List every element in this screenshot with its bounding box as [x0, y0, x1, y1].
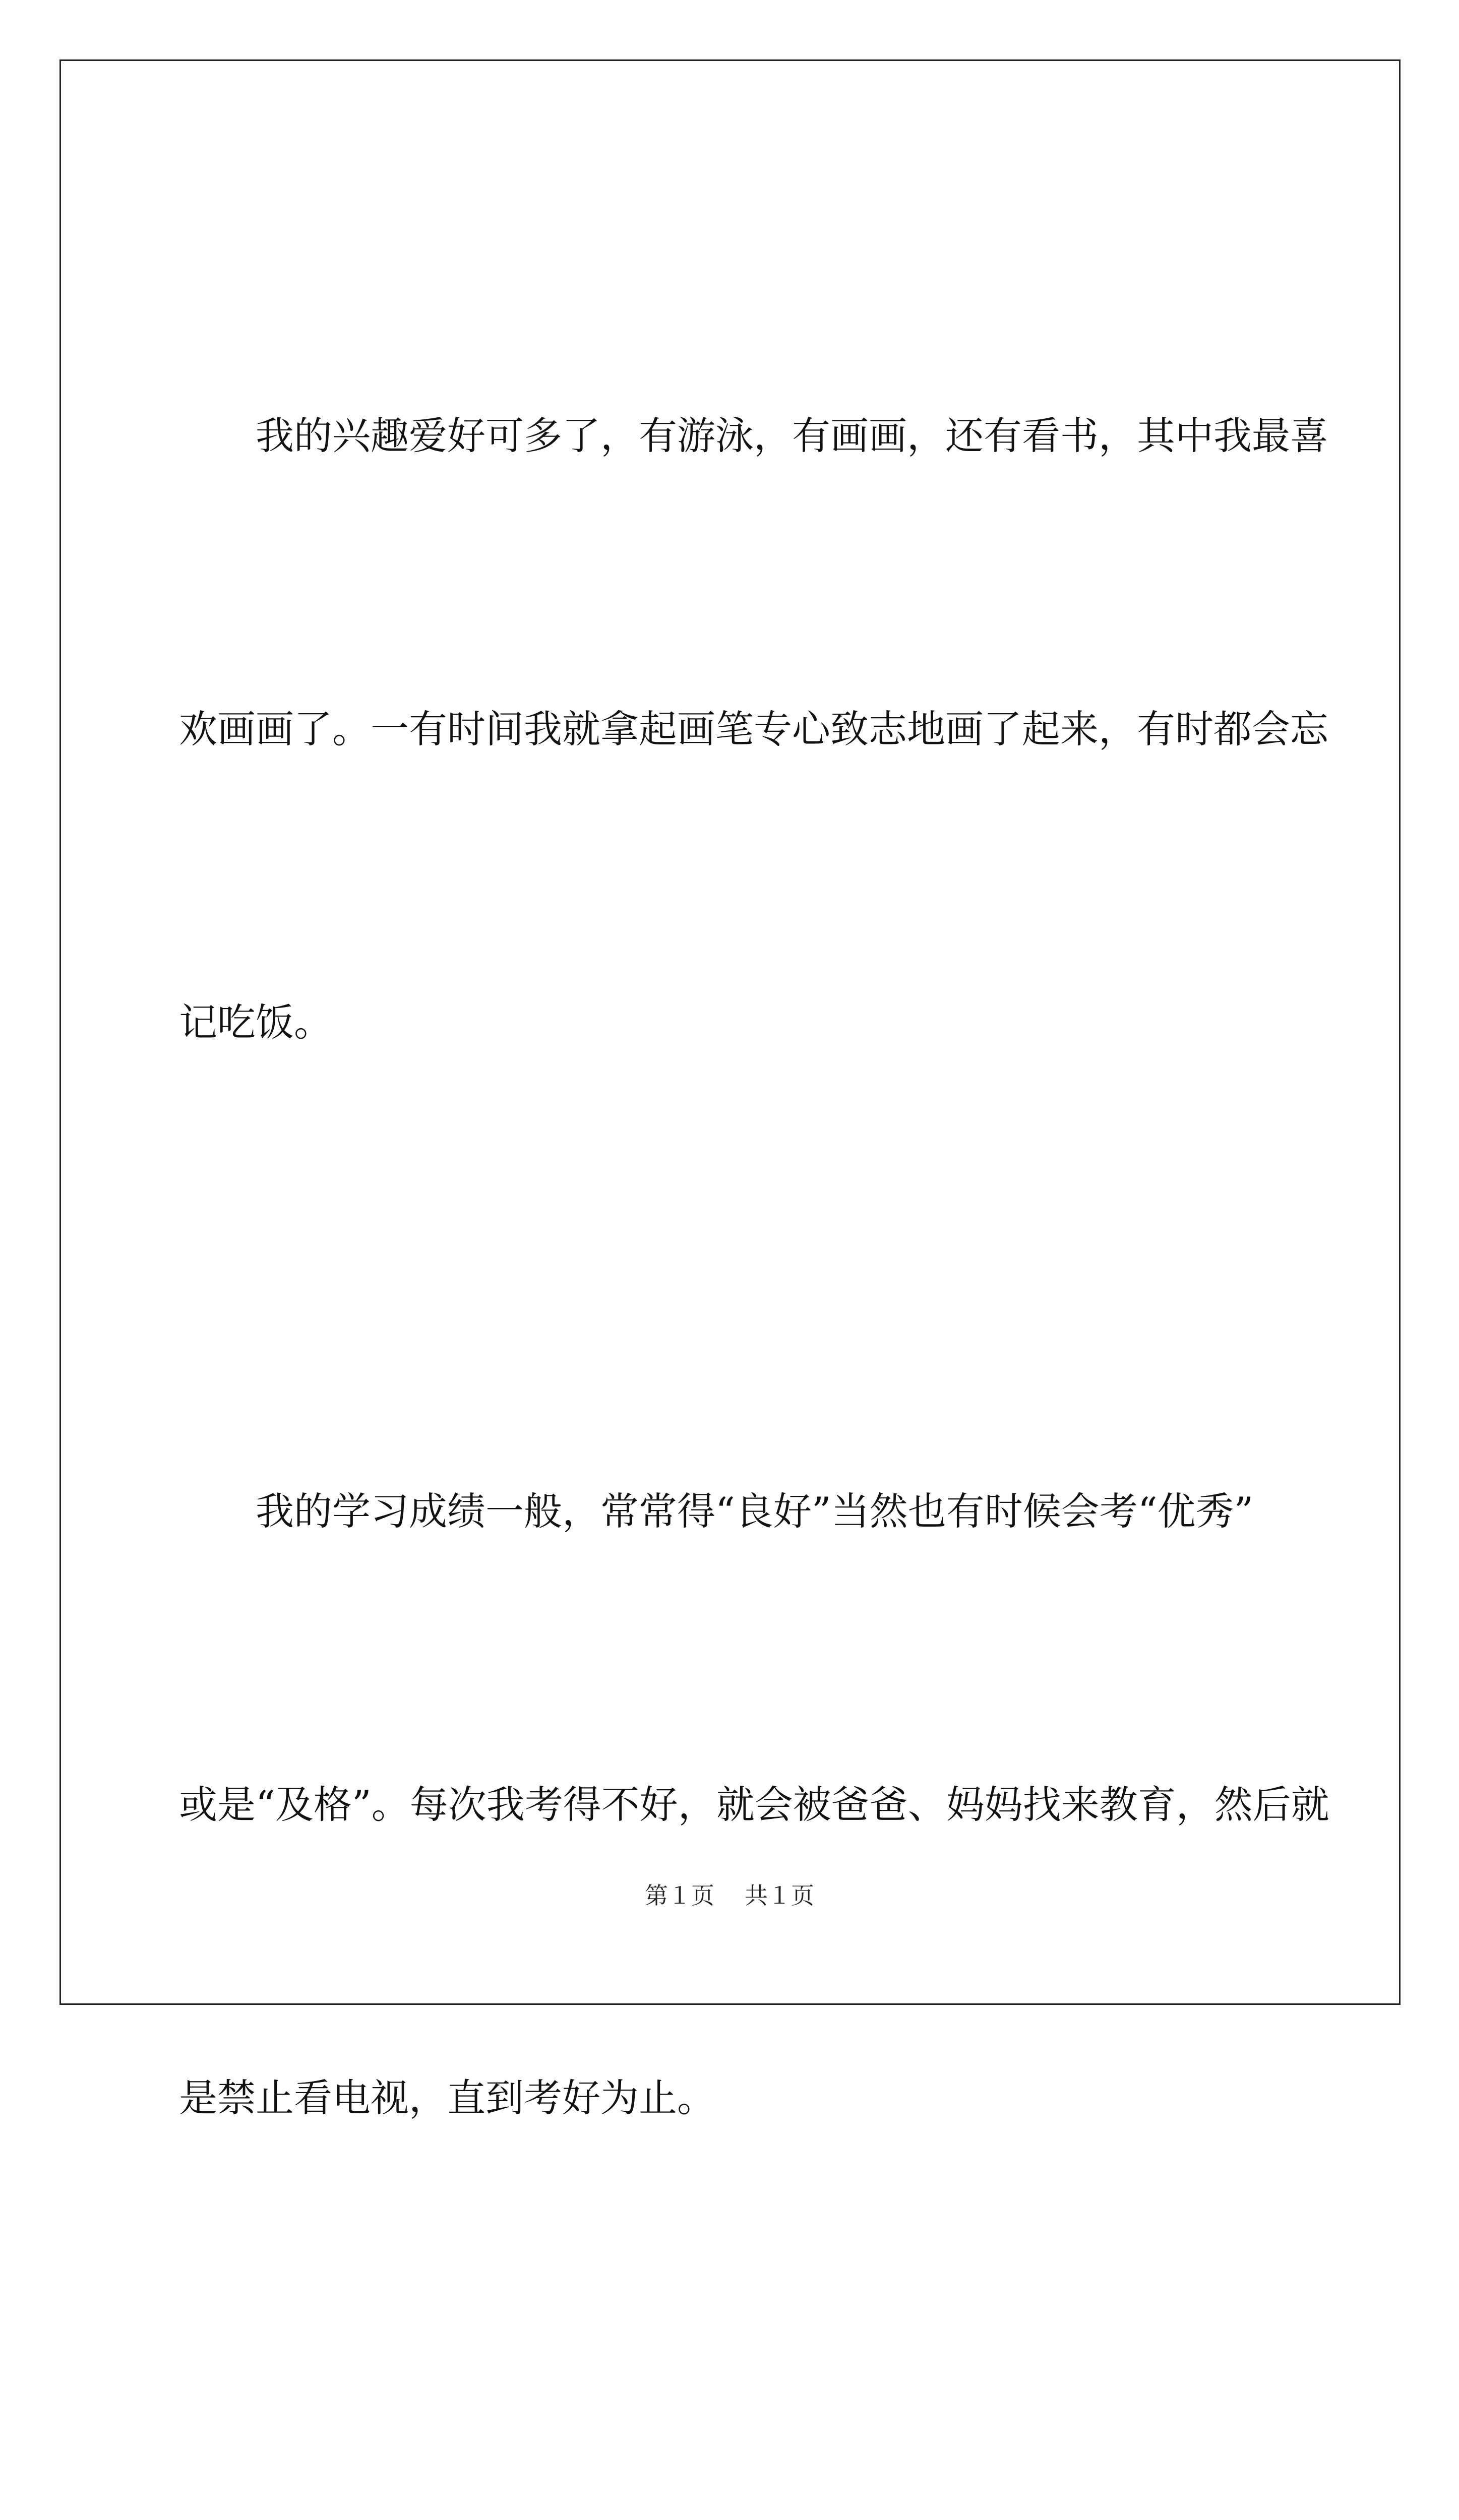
text-line: 是禁止看电视，直到考好为止。 — [179, 2075, 715, 2120]
text-line: 我的学习成绩一般，常常得“良好”当然也有时候会考“优秀” — [256, 1489, 1254, 1534]
paragraph-grades — [179, 1267, 1329, 2343]
document-body — [179, 192, 1329, 2520]
paragraph-strengths — [179, 2343, 1288, 2520]
text-line: 或是“及格”。每次我考得不好，就会被爸爸、妈妈找来教育，然后就 — [179, 1782, 1329, 1827]
page-number-current: 第１页 — [645, 1882, 714, 1909]
text-line: 我的兴趣爱好可多了，有游泳，有画画，还有看书，其中我最喜 — [256, 413, 1328, 458]
text-line: 欢画画了。一有时间我就拿起画笔专心致志地画了起来，有时都会忘 — [179, 707, 1328, 751]
page-number-total: 共１页 — [745, 1882, 814, 1909]
text-line: 记吃饭。 — [179, 1000, 332, 1045]
paragraph-hobbies — [179, 192, 1328, 1267]
page-footer — [0, 1877, 1459, 1911]
